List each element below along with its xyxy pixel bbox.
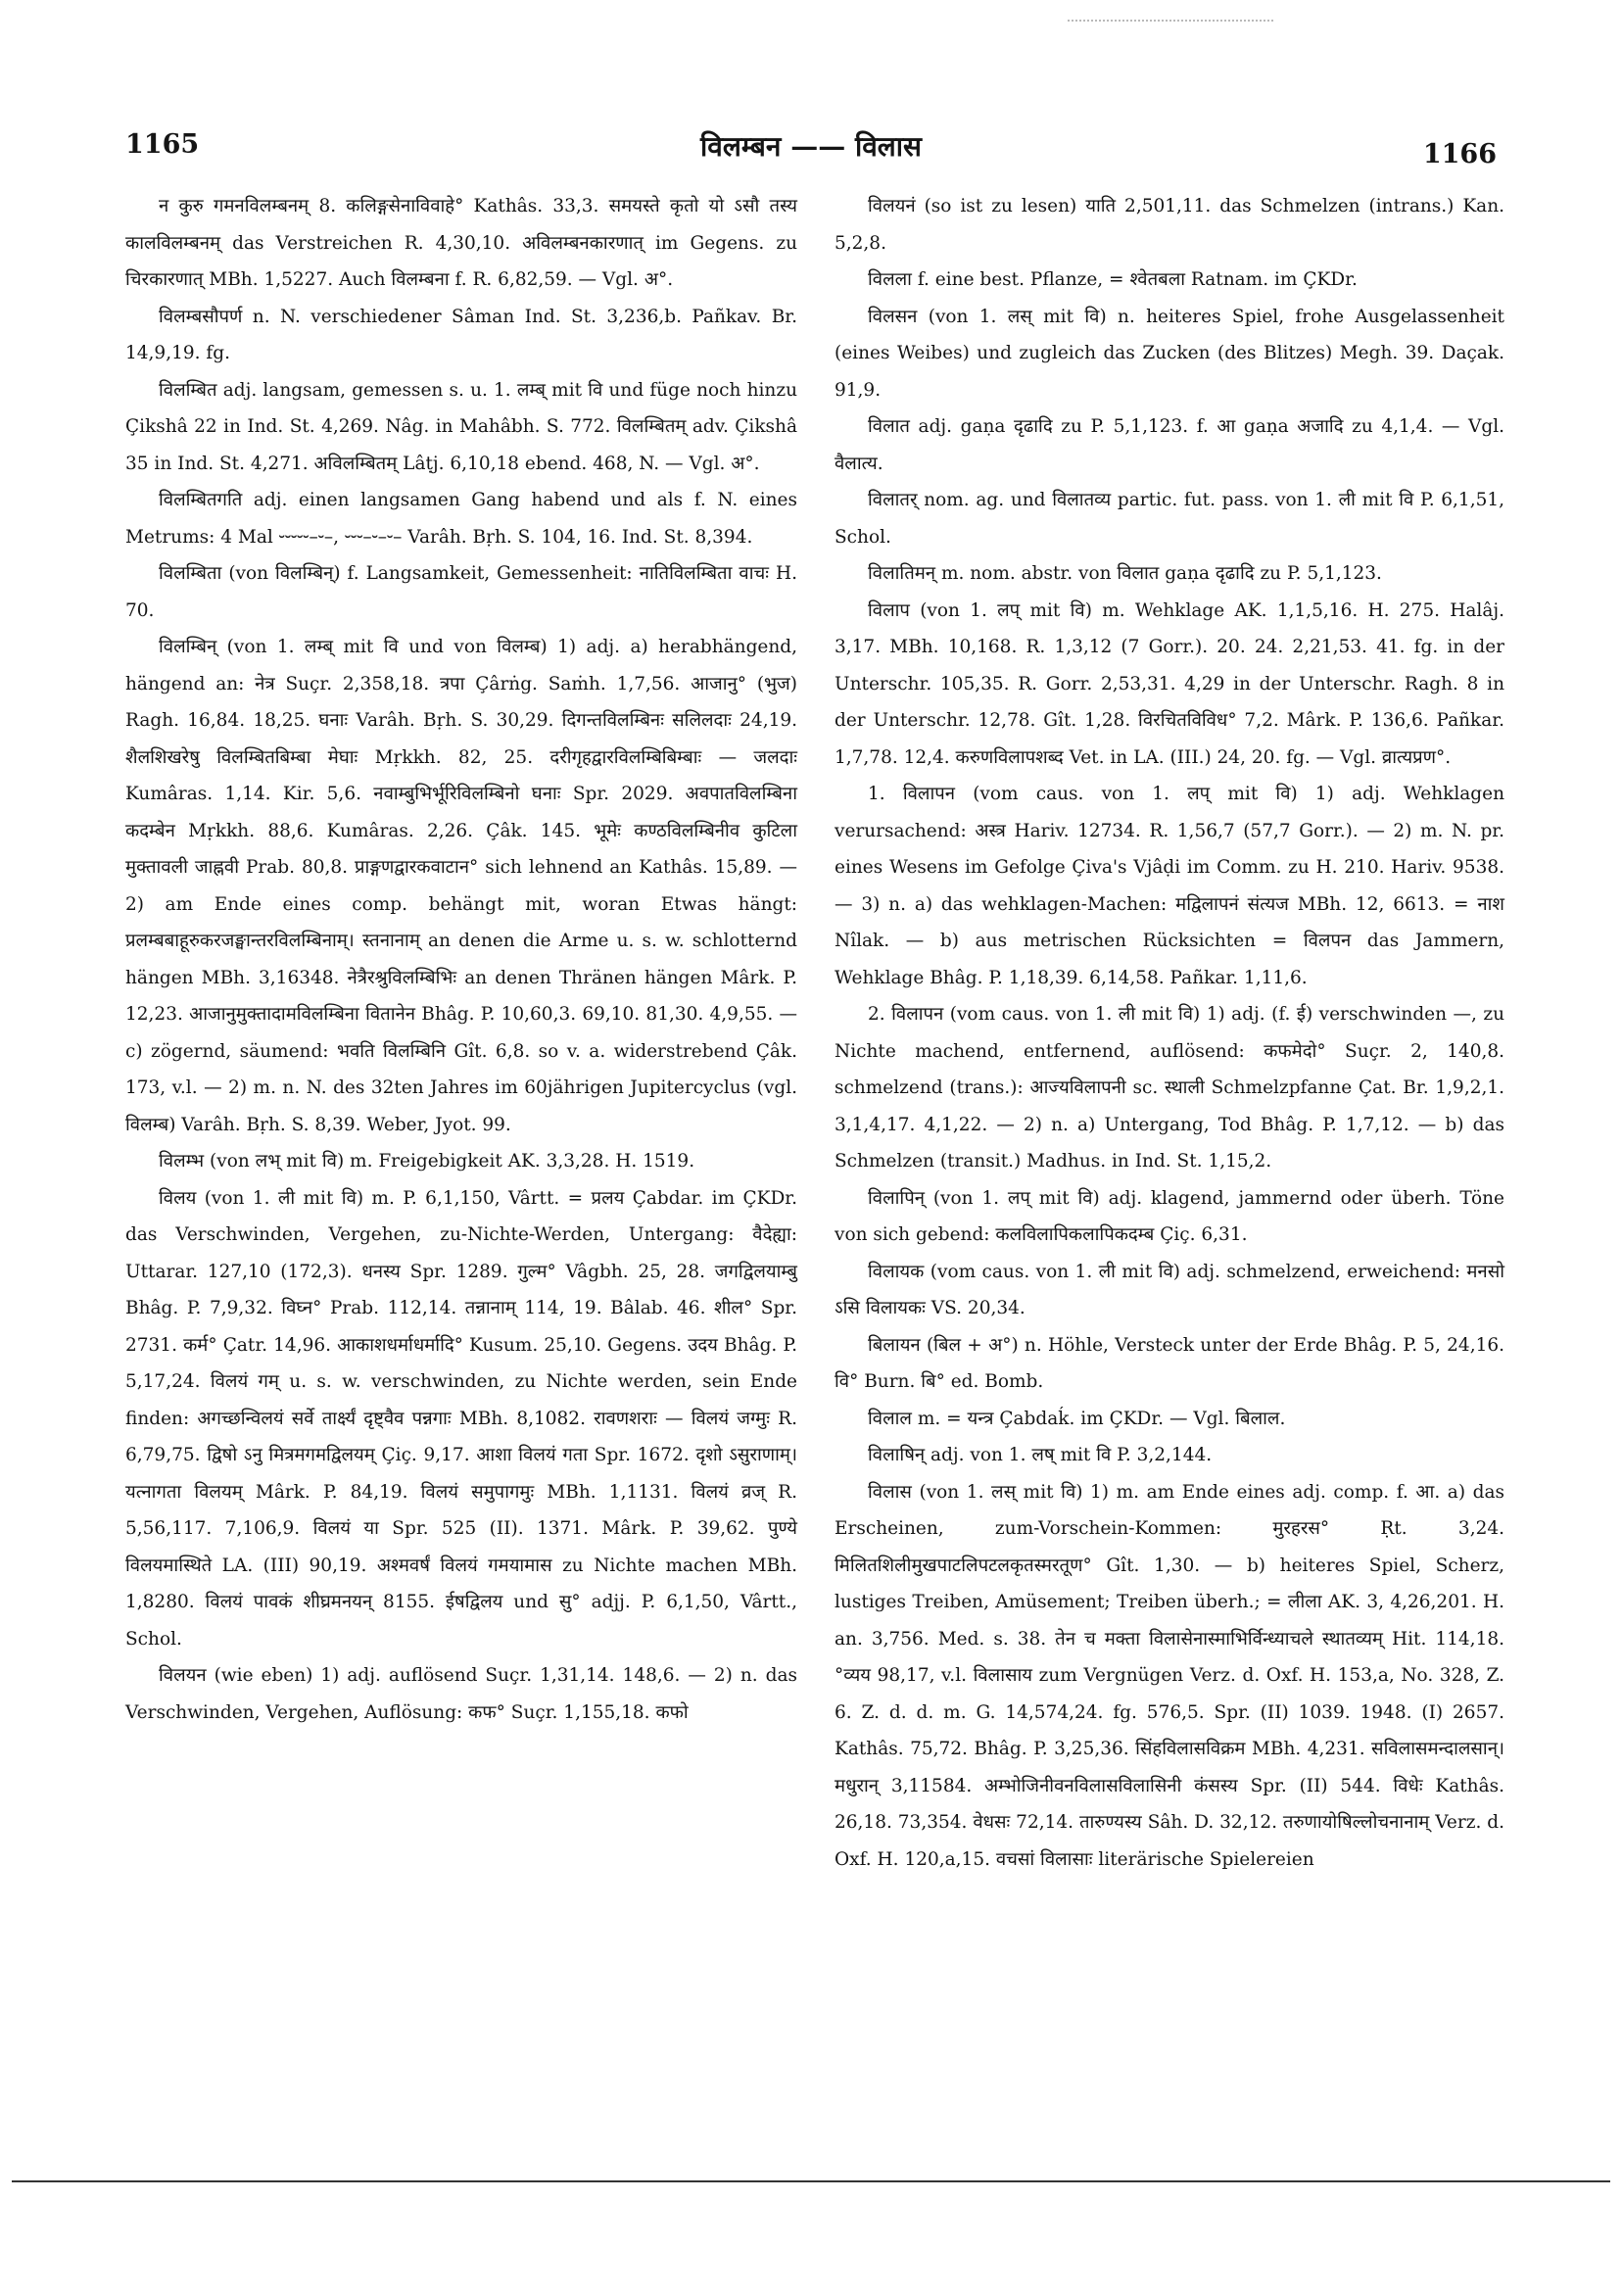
- entry-vilashin: विलाषिन् adj. von 1. लष् mit वि P. 3,2,144.: [868, 1445, 1213, 1465]
- entry-vilapa: विलाप (von 1. लप् mit वि) m. Wehklage AK. 1,1,5,16. H. 275. Halâj. 3,17. MBh. 10,168. R. 1,3,12 (7 Gorr.). 20. 24. 2,21,53. 41. fg. in der Unterschr. 105,35. R. Gorr. 2,53,31. 4,29 in der Unterschr. Ragh. 8 in der Unterschr. 12,78. Gît. 1,28. विरचितविविध° 7,2. Mârk. P. 136,6. Pañkar. 1,7,78. 12,4. करुणविलापशब्द Vet. in LA. (III.) 24, 20. fg. — Vgl. व्रात्यप्रण°.: [835, 599, 1504, 768]
- scan-artifact: [1068, 20, 1273, 24]
- entry-vilatar: विलातर् nom. ag. und विलातव्य partic. fut. pass. von 1. ली mit वि P. 6,1,51, Schol.: [835, 490, 1504, 548]
- entry-vilasa: विलास (von 1. लस् mit वि) 1) m. am Ende eines adj. comp. f. आ. a) das Erscheinen, zum-Vorschein-Kommen: मुरहरस° Ṛt. 3,24. मिलितशिलीमुखपाटलिपटलकृतस्मरतूण° Gît. 1,30. — b) heiteres Spiel, Scherz, lustiges Treiben, Amüsement; Treiben überh.; = लीला AK. 3, 4,26,201. H. an. 3,756. Med. s. 38. तेन च मक्ता विलासेनास्माभिर्विन्ध्याचले स्थातव्यम् Hit. 114,18. °व्यय 98,17, v.l. विलासाय zum Vergnügen Verz. d. Oxf. H. 153,a, No. 328, Z. 6. Z. d. d. m. G. 14,574,24. fg. 576,5. Spr. (II) 1039. 1948. (I) 2657. Kathâs. 75,72. Bhâg. P. 3,25,36. सिंहविलासविक्रम MBh. 4,231. सविलासमन्दालसान्। मधुरान् 3,11584. अम्भोजिनीवनविलासविलासिनी कंसस्य Spr. (II) 544. विधेः Kathâs. 26,18. 73,354. वेधसः 72,14. तारुण्यस्य Sâh. D. 32,12. तरुणायोषिल्लोचनानाम् Verz. d. Oxf. H. 120,a,15. वचसां विलासाः literärische Spielereien: [835, 1481, 1504, 1870]
- right-column: [835, 188, 1504, 1878]
- entry-vilala: विलला f. eine best. Pflanze, = श्वेतबला Ratnam. im ÇKDr.: [868, 269, 1358, 290]
- entry-vilapana-2: 2. विलापन (vom caus. von 1. ली mit वि) 1) adj. (f. ई) verschwinden —, zu Nichte machend, entfernend, auflösend: कफमेदो° Suçr. 2, 140,8. schmelzend (trans.): आज्यविलापनी sc. स्थाली Schmelzpfanne Çat. Br. 1,9,2,1. 3,1,4,17. 4,1,22. — 2) n. a) Untergang, Tod Bhâg. P. 1,7,12. — b) das Schmelzen (transit.) Madhus. in Ind. St. 1,15,2.: [835, 1004, 1504, 1172]
- entry-vilambita: विलम्बित adj. langsam, gemessen s. u. 1. लम्ब् mit वि und füge noch hinzu Çikshâ 22 in Ind. St. 4,269. Nâg. in Mahâbh. S. 772. विलम्बितम् adv. Çikshâ 35 in Ind. St. 4,271. अविलम्बितम् Lâṭj. 6,10,18 ebend. 468, N. — Vgl. अ°.: [125, 379, 797, 474]
- entry-vilambitagati: विलम्बितगति adj. einen langsamen Gang habend und als f. N. eines Metrums: 4 Mal ⏑⏑⏑⏑⏑–⏑–, ⏑⏑⏑–⏑–⏑– Varâh. Bṛh. S. 104, 16. Ind. St. 8,394.: [125, 490, 797, 548]
- entry-vilayana-cont: विलयनं (so ist zu lesen) याति 2,501,11. das Schmelzen (intrans.) Kan. 5,2,8.: [835, 196, 1504, 254]
- entry-vilambha: विलम्भ (von लभ् mit वि) m. Freigebigkeit AK. 3,3,28. H. 1519.: [159, 1151, 695, 1172]
- page-number-left: 1165: [125, 129, 200, 160]
- entry-vilayaka: विलायक (vom caus. von 1. ली mit वि) adj. schmelzend, erweichend: मनसो ऽसि विलायकः VS. 20,34.: [835, 1261, 1504, 1318]
- entry-vilapana-1: 1. विलापन (vom caus. von 1. लप् mit वि) 1) adj. Wehklagen verursachend: अस्त्र Hariv. 12734. R. 1,56,7 (57,7 Gorr.). — 2) m. N. pr. eines Wesens im Gefolge Çiva's Vjâḍi im Comm. zu H. 210. Hariv. 9538. — 3) n. a) das wehklagen-Machen: मद्विलापनं संत्यज MBh. 12, 6613. = नाश Nîlak. — b) aus metrischen Rücksichten = विलपन das Jammern, Wehklage Bhâg. P. 1,18,39. 6,14,58. Pañkar. 1,11,6.: [835, 784, 1504, 988]
- entry-vilaya: विलय (von 1. ली mit वि) m. P. 6,1,150, Vârtt. = प्रलय Çabdar. im ÇKDr. das Verschwinden, Vergehen, zu-Nichte-Werden, Untergang: वैदेह्या: Uttarar. 127,10 (172,3). धनस्य Spr. 1289. गुल्म° Vâgbh. 25, 28. जगद्विलयाम्बु Bhâg. P. 7,9,32. विघ्न° Prab. 112,14. तन्नानाम् 114, 19. Bâlab. 46. शील° Spr. 2731. कर्म° Çatr. 14,96. आकाशधर्माधर्मादि° Kusum. 25,10. Gegens. उदय Bhâg. P. 5,17,24. विलयं गम् u. s. w. verschwinden, zu Nichte werden, sein Ende finden: अगच्छन्विलयं सर्वे तार्क्ष्यं दृष्ट्वैव पन्नगाः MBh. 8,1082. रावणशराः — विलयं जग्मुः R. 6,79,75. द्विषो ऽनु मित्रमगमद्विलयम् Çiç. 9,17. आशा विलयं गता Spr. 1672. दृशो ऽसुराणाम्। यत्नागता विलयम् Mârk. P. 84,19. विलयं समुपागमुः MBh. 1,1131. विलयं व्रज् R. 5,56,117. 7,106,9. विलयं या Spr. 525 (II). 1371. Mârk. P. 39,62. पुण्ये विलयमास्थिते LA. (III) 90,19. अश्मवर्षं विलयं गमयामास zu Nichte machen MBh. 1,8280. विलयं पावकं शीघ्रमनयन् 8155. ईषद्विलय und सु° adjj. P. 6,1,50, Vârtt., Schol.: [125, 1187, 797, 1650]
- entry-vilala-m: विलाल m. = यन्त्र Çabdaḱ. im ÇKDr. — Vgl. बिलाल.: [868, 1408, 1286, 1429]
- entry-vilambana-cont: न कुरु गमनविलम्बनम् 8. कलिङ्गसेनाविवाहे° Kathâs. 33,3. समयस्ते कृतो यो ऽसौ तस्य कालविलम्बनम् das Verstreichen R. 4,30,10. अविलम्बनकारणात् im Gegens. zu चिरकारणात् MBh. 1,5227. Auch विलम्बना f. R. 6,82,59. — Vgl. अ°.: [125, 196, 797, 290]
- entry-vilatiman: विलातिमन् m. nom. abstr. von विलात gaṇa दृढादि zu P. 5,1,123.: [868, 563, 1382, 584]
- page-header: [125, 125, 1497, 168]
- entry-vilambin: विलम्बिन् (von 1. लम्ब् mit वि und von विलम्ब) 1) adj. a) herabhängend, hängend an: नेत्र Suçr. 2,358,18. त्रपा Çârṅg. Saṁh. 1,7,56. आजानु° (भुज) Ragh. 16,84. 18,25. घनाः Varâh. Bṛh. S. 30,29. दिगन्तविलम्बिनः सलिलदाः 24,19. शैलशिखरेषु विलम्बितबिम्बा मेघाः Mṛkkh. 82, 25. दरीगृहद्वारविलम्बिबिम्बाः — जलदाः Kumâras. 1,14. Kir. 5,6. नवाम्बुभिर्भूरिविलम्बिनो घनाः Spr. 2029. अवपातविलम्बिना कदम्बेन Mṛkkh. 88,6. Kumâras. 2,26. Çâk. 145. भूमेः कण्ठविलम्बिनीव कुटिला मुक्तावली जाह्नवी Prab. 80,8. प्राङ्गणद्वारकवाटान° sich lehnend an Kathâs. 15,89. — 2) am Ende eines comp. behängt mit, woran Etwas hängt: प्रलम्बबाहूरुकरजङ्घान्तरविलम्बिनाम्। स्तनानाम् an denen die Arme u. s. w. schlotternd hängen MBh. 3,16348. नेत्रैरश्रुविलम्बिभिः an denen Thränen hängen Mârk. P. 12,23. आजानुमुक्तादामविलम्बिना वितानेन Bhâg. P. 10,60,3. 69,10. 81,30. 4,9,55. — c) zögernd, säumend: भवति विलम्बिनि Gît. 6,8. so v. a. widerstrebend Çâk. 173, v.l. — 2) m. n. N. des 32ten Jahres im 60jährigen Jupitercyclus (vgl. विलम्ब) Varâh. Bṛh. S. 8,39. Weber, Jyot. 99.: [125, 637, 797, 1135]
- entry-vilata: विलात adj. gaṇa दृढादि zu P. 5,1,123. f. आ gaṇa अजादि zu 4,1,4. — Vgl. वैलात्य.: [835, 416, 1504, 474]
- left-column: [125, 188, 797, 1731]
- entry-bilayana: बिलायन (बिल + अ°) n. Höhle, Versteck unter der Erde Bhâg. P. 5, 24,16. वि° Burn. बि° ed. Bomb.: [835, 1334, 1504, 1392]
- running-headwords: विलम्बन —— विलास: [700, 130, 922, 163]
- entry-vilasana: विलसन (von 1. लस् mit वि) n. heiteres Spiel, frohe Ausgelassenheit (eines Weibes) und zugleich das Zucken (des Blitzes) Megh. 39. Daçak. 91,9.: [835, 306, 1504, 401]
- entry-vilambasauparna: विलम्बसौपर्ण n. N. verschiedener Sâman Ind. St. 3,236,b. Pañkav. Br. 14,9,19. fg.: [125, 306, 797, 363]
- entry-vilapin: विलापिन् (von 1. लप् mit वि) adj. klagend, jammernd oder überh. Töne von sich gebend: कलविलापिकलापिकदम्ब Çiç. 6,31.: [835, 1187, 1504, 1245]
- entry-vilambita-f: विलम्बिता (von विलम्बिन्) f. Langsamkeit, Gemessenheit: नातिविलम्बिता वाचः H. 70.: [125, 563, 797, 621]
- page-number-right: 1166: [1422, 139, 1497, 169]
- entry-vilayana: विलयन (wie eben) 1) adj. auflösend Suçr. 1,31,14. 148,6. — 2) n. das Verschwinden, Vergehen, Auflösung: कफ° Suçr. 1,155,18. कफो: [125, 1665, 797, 1723]
- bottom-rule: [12, 2180, 1610, 2182]
